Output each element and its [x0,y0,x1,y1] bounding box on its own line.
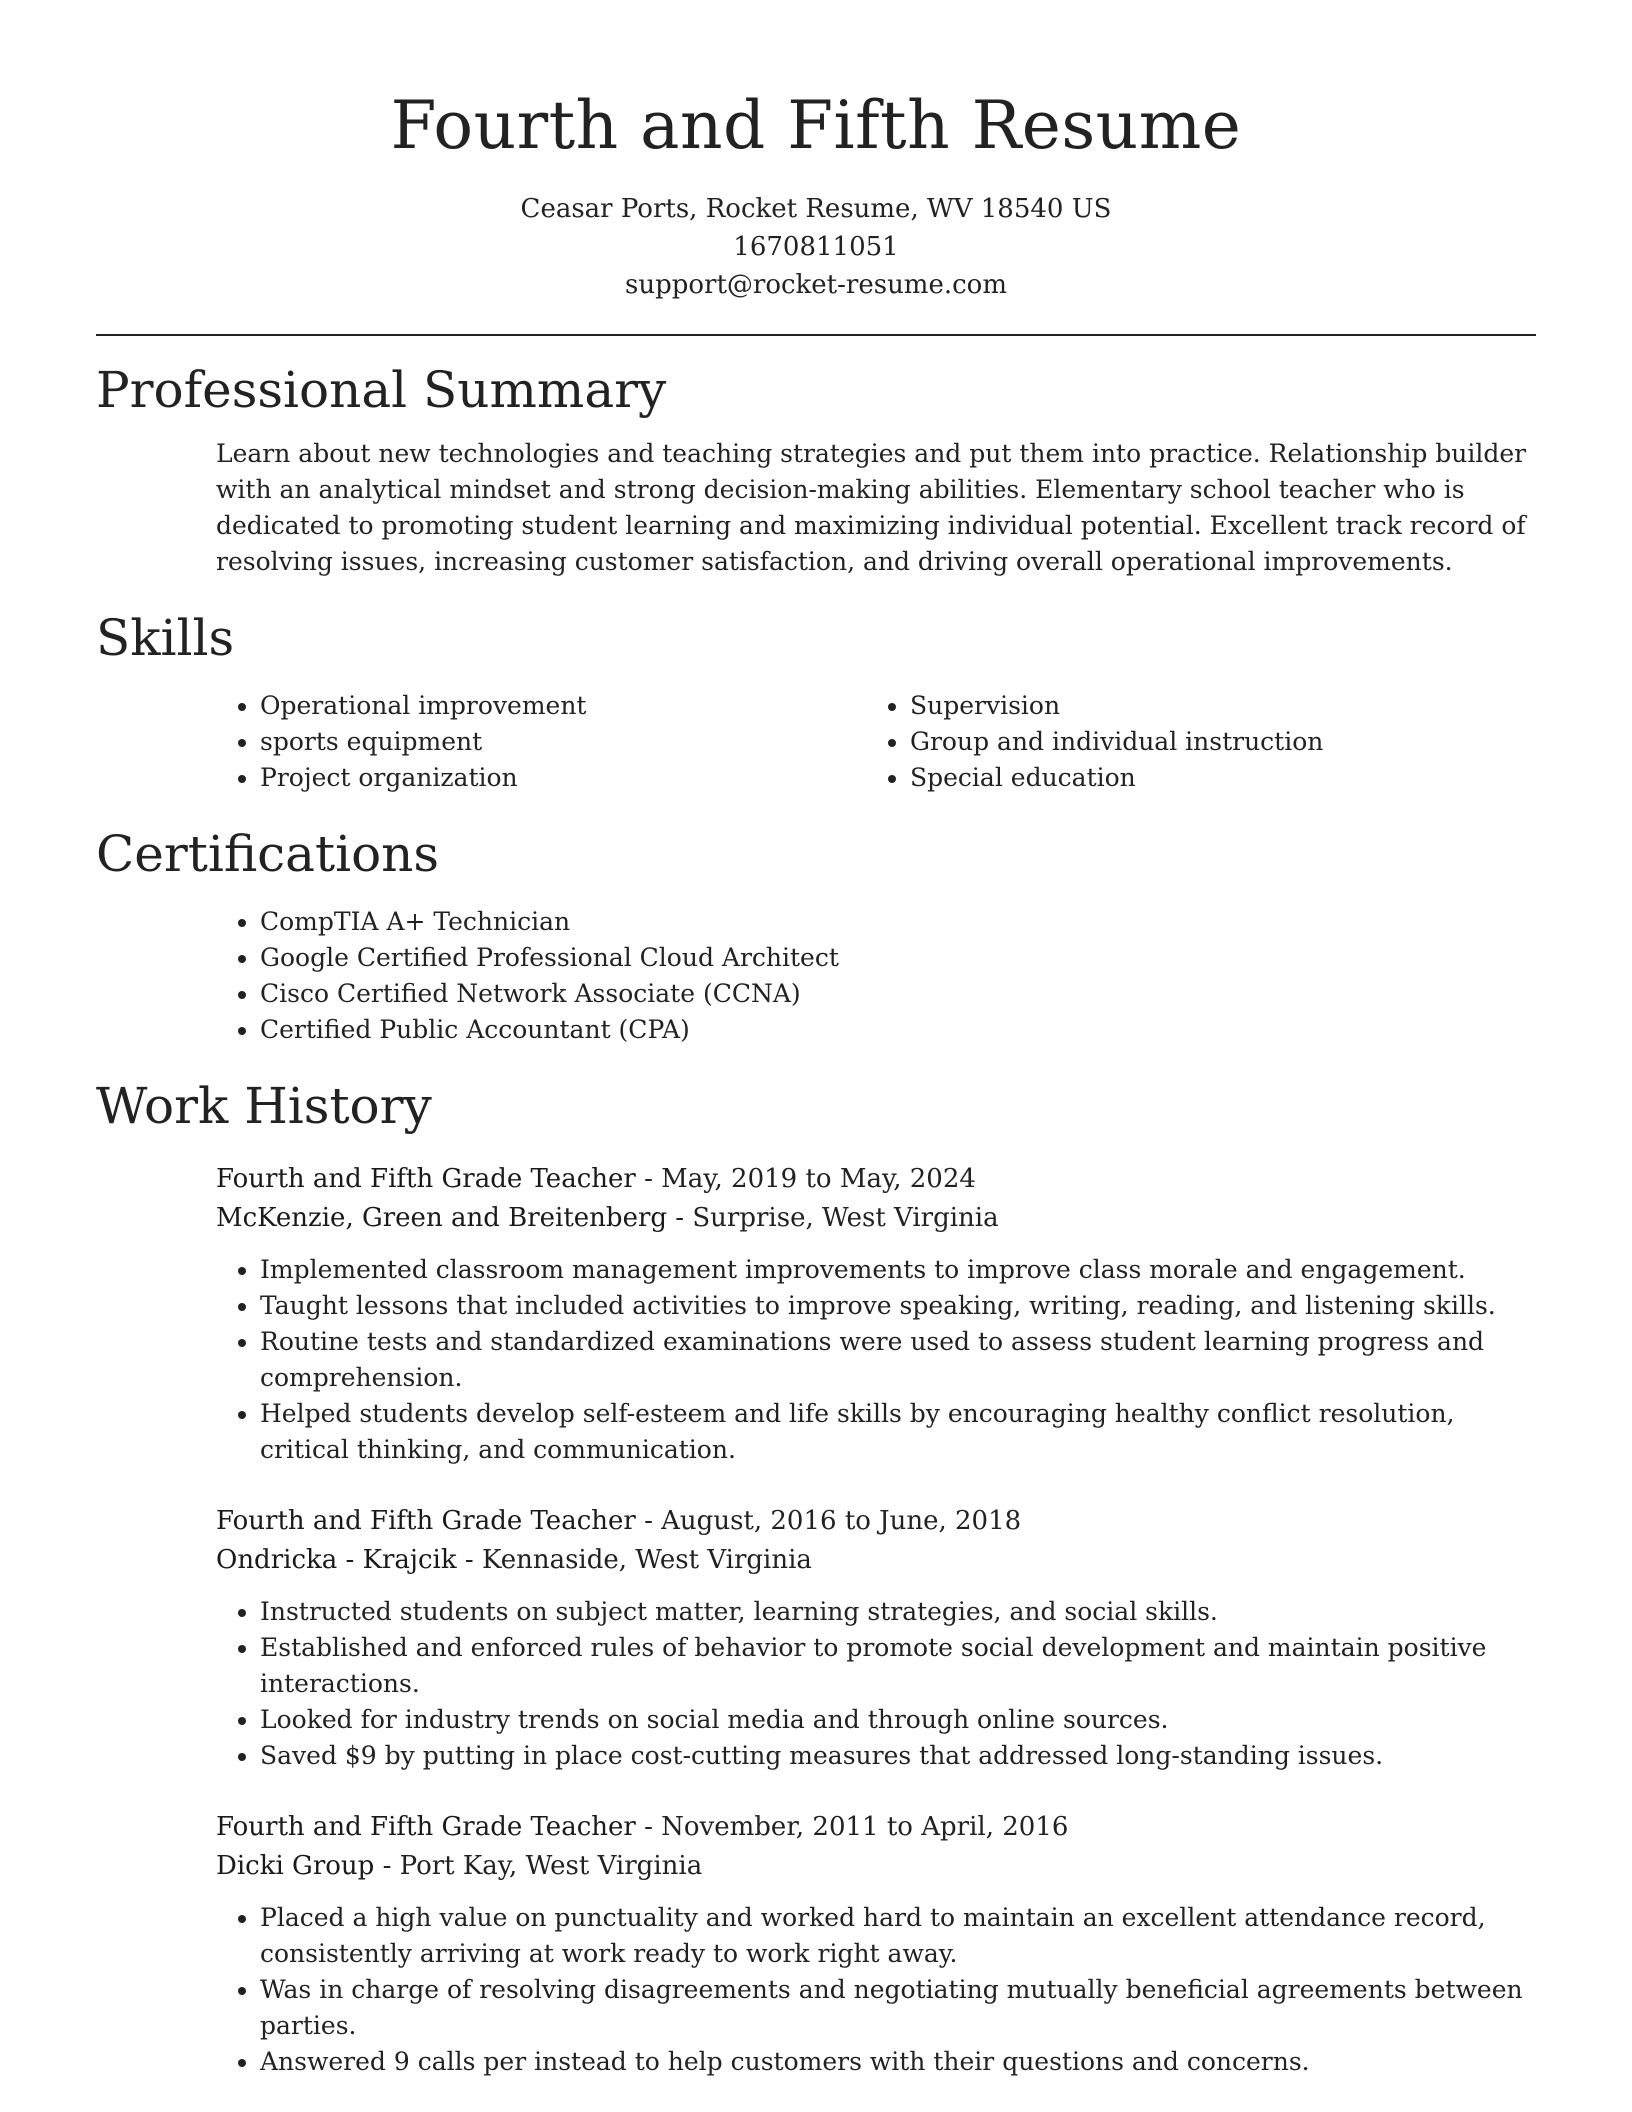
job-company: Ondricka - Krajcik [216,1545,457,1575]
job-location: Kennaside, West Virginia [481,1545,812,1575]
job-dates: August, 2016 to June, 2018 [661,1506,1022,1536]
job-dates: November, 2011 to April, 2016 [661,1812,1069,1842]
contact-block [96,190,1536,304]
job-bullet: • Helped students develop self-esteem and life skills by encouraging healthy conflict resolution, critical thinking, and communication. [260,1396,1536,1468]
header-divider [96,334,1536,336]
job-title: Fourth and Fifth Grade Teacher [216,1812,636,1842]
resume-header [96,0,1536,304]
job-bullet: • Instructed students on subject matter, learning strategies, and social skills. [260,1594,1536,1630]
job-location: Port Kay, West Virginia [399,1851,703,1881]
job-title: Fourth and Fifth Grade Teacher [216,1164,636,1194]
job-bullet: • Looked for industry trends on social media and through online sources. [260,1702,1536,1738]
certifications-heading: Certifications [96,825,440,883]
job-bullet: • Placed a high value on punctuality and worked hard to maintain an excellent attendance record, consistently arriving at work ready to work right away. [260,1900,1536,1972]
job-company-line: McKenzie, Green and Breitenberg - Surprise, West Virginia [216,1203,999,1233]
skills-heading: Skills [96,609,235,667]
job-title-line: Fourth and Fifth Grade Teacher - August, 2016 to June, 2018 [216,1506,1022,1536]
summary-heading: Professional Summary [96,361,667,419]
job-bullet: • Implemented classroom management improvements to improve class morale and engagement. [260,1252,1536,1288]
resume-name: Fourth and Fifth Resume [390,87,1242,164]
job-bullet: • Saved $9 by putting in place cost-cutting measures that addressed long-standing issues. [260,1738,1536,1774]
job-title: Fourth and Fifth Grade Teacher [216,1506,636,1536]
certification-item: • Google Certified Professional Cloud Architect [260,940,1536,976]
summary-text: Learn about new technologies and teaching strategies and put them into practice. Relationship builder with an analytical mindset and strong decision-making abilities. Elementary school teacher who is dedicated to promoting student learning and maximizing individual potential. Excellent track record of resolving issues, increasing customer satisfaction, and driving overall operational improvements. [216,439,1527,576]
work-history-heading: Work History [96,1077,432,1135]
skills-list-left [216,688,866,796]
job-dates: May, 2019 to May, 2024 [661,1164,976,1194]
certification-item: • Certified Public Accountant (CPA) [260,1012,1536,1048]
job-company-line: Dicki Group - Port Kay, West Virginia [216,1851,703,1881]
skill-item: • Operational improvement [260,688,866,724]
contact-address: Ceasar Ports, Rocket Resume, WV 18540 US [520,194,1112,224]
skills-section [96,606,1536,796]
summary-section [96,358,1536,580]
job-bullets [216,1252,1536,1468]
job-bullet: • Routine tests and standardized examinations were used to assess student learning progress and comprehension. [260,1324,1536,1396]
contact-phone: 1670811051 [733,232,899,262]
skills-grid [216,688,1536,796]
job-entry [216,1808,1536,2080]
skills-list-right [866,688,1536,796]
work-history-section [96,1074,1536,2080]
job-company-line: Ondricka - Krajcik - Kennaside, West Virginia [216,1545,812,1575]
certifications-section [96,822,1536,1048]
job-title-line: Fourth and Fifth Grade Teacher - May, 2019 to May, 2024 [216,1164,976,1194]
job-company: Dicki Group [216,1851,375,1881]
skill-item: • Supervision [910,688,1536,724]
job-bullets [216,1594,1536,1774]
skill-item: • Project organization [260,760,866,796]
contact-email[interactable]: support@rocket-resume.com [624,270,1007,300]
job-location: Surprise, West Virginia [692,1203,999,1233]
skill-item: • sports equipment [260,724,866,760]
job-bullet: • Established and enforced rules of behavior to promote social development and maintain positive interactions. [260,1630,1536,1702]
skill-item: • Special education [910,760,1536,796]
job-company: McKenzie, Green and Breitenberg [216,1203,668,1233]
job-title-line: Fourth and Fifth Grade Teacher - November, 2011 to April, 2016 [216,1812,1069,1842]
job-entry [216,1160,1536,1468]
job-bullets [216,1900,1536,2080]
job-entry [216,1502,1536,1774]
certification-item: • Cisco Certified Network Associate (CCNA) [260,976,1536,1012]
certification-item: • CompTIA A+ Technician [260,904,1536,940]
certifications-list [216,904,1536,1048]
skill-item: • Group and individual instruction [910,724,1536,760]
job-bullet: • Taught lessons that included activities to improve speaking, writing, reading, and listening skills. [260,1288,1536,1324]
job-bullet: • Was in charge of resolving disagreements and negotiating mutually beneficial agreements between parties. [260,1972,1536,2044]
job-bullet: • Answered 9 calls per instead to help customers with their questions and concerns. [260,2044,1536,2080]
